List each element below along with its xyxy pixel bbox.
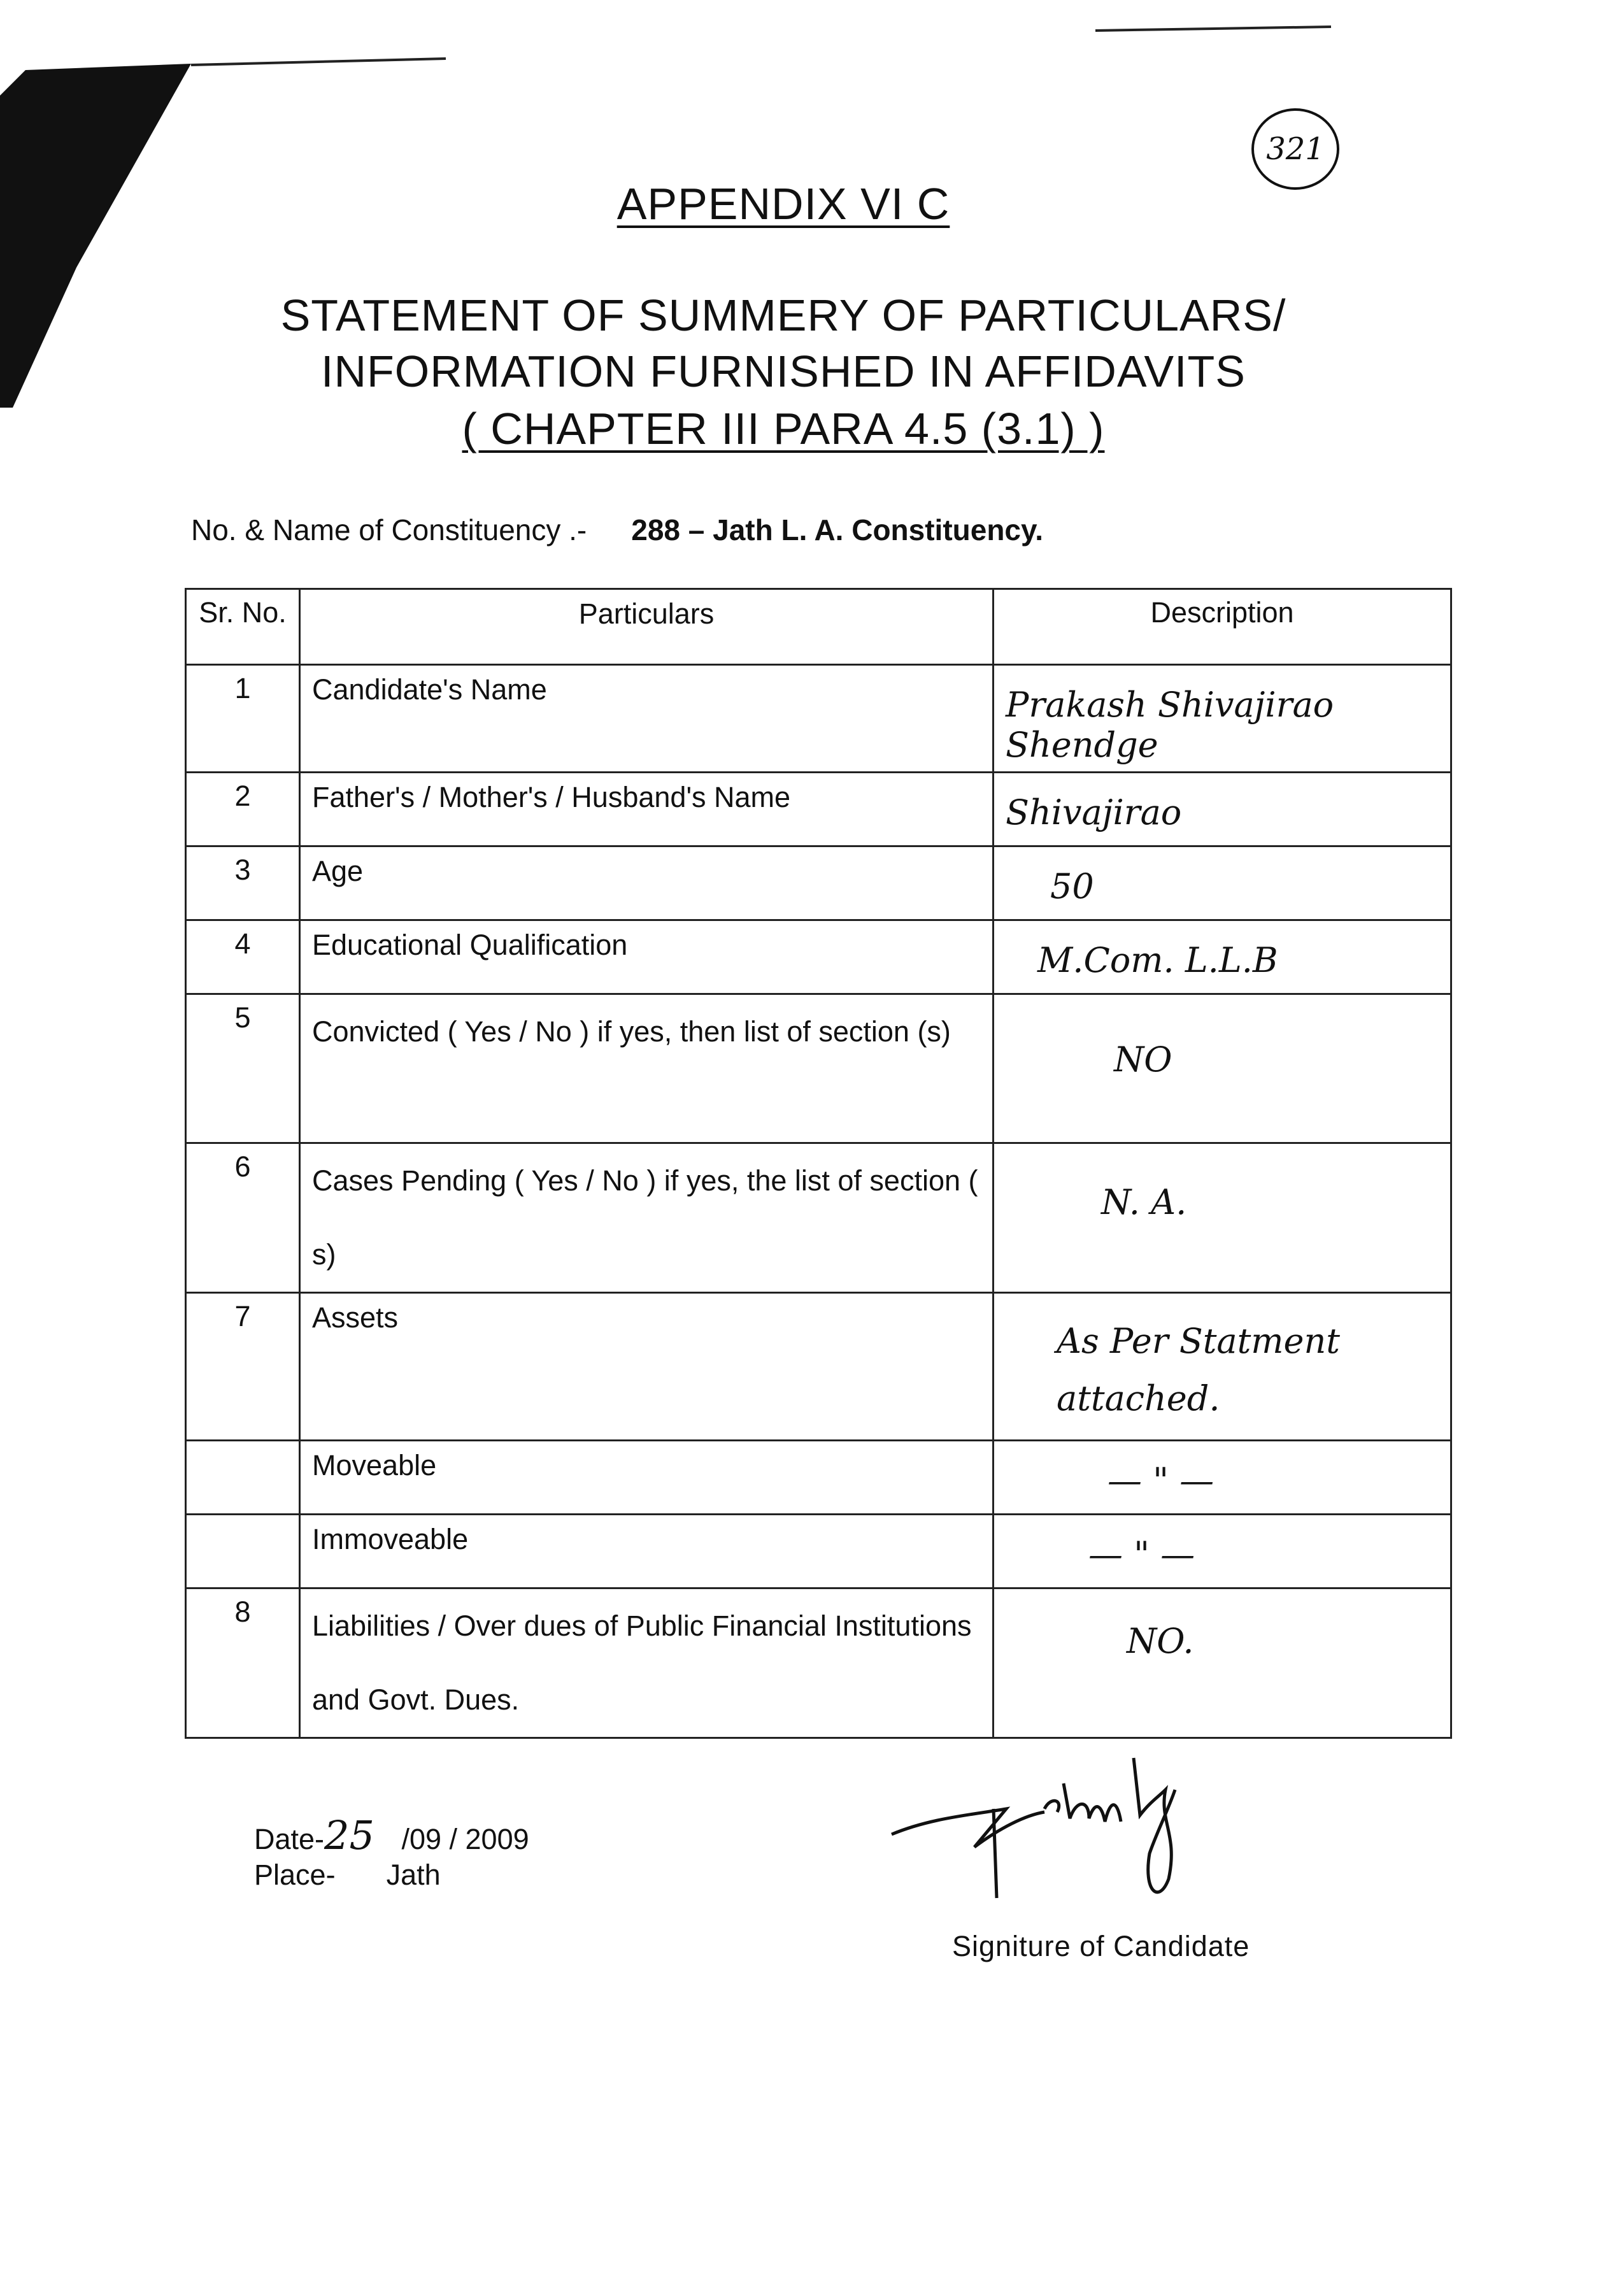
header-sr-no: Sr. No. [186, 589, 300, 665]
sr-no: 5 [186, 994, 300, 1143]
table-header-row [186, 589, 1451, 665]
sr-no: 8 [186, 1588, 300, 1738]
sr-no [186, 1441, 300, 1515]
table-row [186, 1293, 1451, 1441]
date-line [254, 1812, 529, 1859]
date-day-handwritten: 25 [324, 1812, 374, 1859]
table-row [186, 1588, 1451, 1738]
table-row [186, 846, 1451, 920]
description [994, 994, 1451, 1143]
description [994, 1143, 1451, 1293]
description [994, 1515, 1451, 1588]
description [994, 1293, 1451, 1441]
place-label: Place- [254, 1859, 336, 1891]
particular: Father's / Mother's / Husband's Name [300, 773, 994, 846]
particular: Age [300, 846, 994, 920]
table-row [186, 1515, 1451, 1588]
handwritten-value: N. A. [1101, 1182, 1187, 1222]
table-row [186, 1441, 1451, 1515]
sr-no: 7 [186, 1293, 300, 1441]
handwritten-value: Prakash Shivajirao Shendge [1006, 685, 1334, 765]
particular: Liabilities / Over dues of Public Financial Institutions and Govt. Dues. [300, 1588, 994, 1738]
handwritten-value: Shivajirao [1006, 792, 1182, 832]
handwritten-value: — " — [1088, 1534, 1195, 1574]
description [994, 920, 1451, 994]
sr-no: 1 [186, 665, 300, 773]
sr-no: 6 [186, 1143, 300, 1293]
table-row [186, 920, 1451, 994]
description [994, 665, 1451, 773]
handwritten-value: M.Com. L.L.B [1037, 940, 1278, 980]
place-value: Jath [386, 1859, 441, 1891]
date-label: Date- [254, 1823, 325, 1855]
sr-no: 2 [186, 773, 300, 846]
particular: Candidate's Name [300, 665, 994, 773]
description [994, 773, 1451, 846]
description [994, 1441, 1451, 1515]
header-particulars: Particulars [300, 589, 994, 665]
sr-no [186, 1515, 300, 1588]
handwritten-value: 50 [1050, 866, 1094, 906]
table-row [186, 1143, 1451, 1293]
particular: Assets [300, 1293, 994, 1441]
description [994, 846, 1451, 920]
constituency-label: No. & Name of Constituency .- [191, 513, 587, 546]
constituency-line [191, 513, 1043, 547]
candidate-signature [879, 1745, 1325, 1911]
handwritten-value: As Per Statment attached. [1057, 1321, 1340, 1418]
particulars-table [185, 588, 1452, 1739]
constituency-value: 288 – Jath L. A. Constituency. [631, 513, 1043, 546]
header-description: Description [994, 589, 1451, 665]
particular: Educational Qualification [300, 920, 994, 994]
description [994, 1588, 1451, 1738]
table-row [186, 994, 1451, 1143]
particular: Cases Pending ( Yes / No ) if yes, the list of section ( s) [300, 1143, 994, 1293]
table-row [186, 665, 1451, 773]
statement-title-line1: STATEMENT OF SUMMERY OF PARTICULARS/ [280, 290, 1286, 340]
page-number-stamp: 321 [1251, 108, 1339, 190]
signature-label: Signiture of Candidate [952, 1930, 1250, 1962]
sr-no: 4 [186, 920, 300, 994]
date-month-year: /09 / 2009 [401, 1823, 529, 1855]
sr-no: 3 [186, 846, 300, 920]
handwritten-value: — " — [1108, 1460, 1214, 1501]
handwritten-value: NO [1114, 1039, 1172, 1080]
particular: Moveable [300, 1441, 994, 1515]
table-row [186, 773, 1451, 846]
particular: Convicted ( Yes / No ) if yes, then list of section (s) [300, 994, 994, 1143]
handwritten-value: NO. [1127, 1621, 1194, 1661]
appendix-title: APPENDIX VI C [616, 179, 950, 229]
statement-title-line3: ( CHAPTER III PARA 4.5 (3.1) ) [462, 404, 1105, 453]
place-line [254, 1859, 441, 1892]
statement-title-line2: INFORMATION FURNISHED IN AFFIDAVITS [321, 346, 1246, 396]
particular: Immoveable [300, 1515, 994, 1588]
